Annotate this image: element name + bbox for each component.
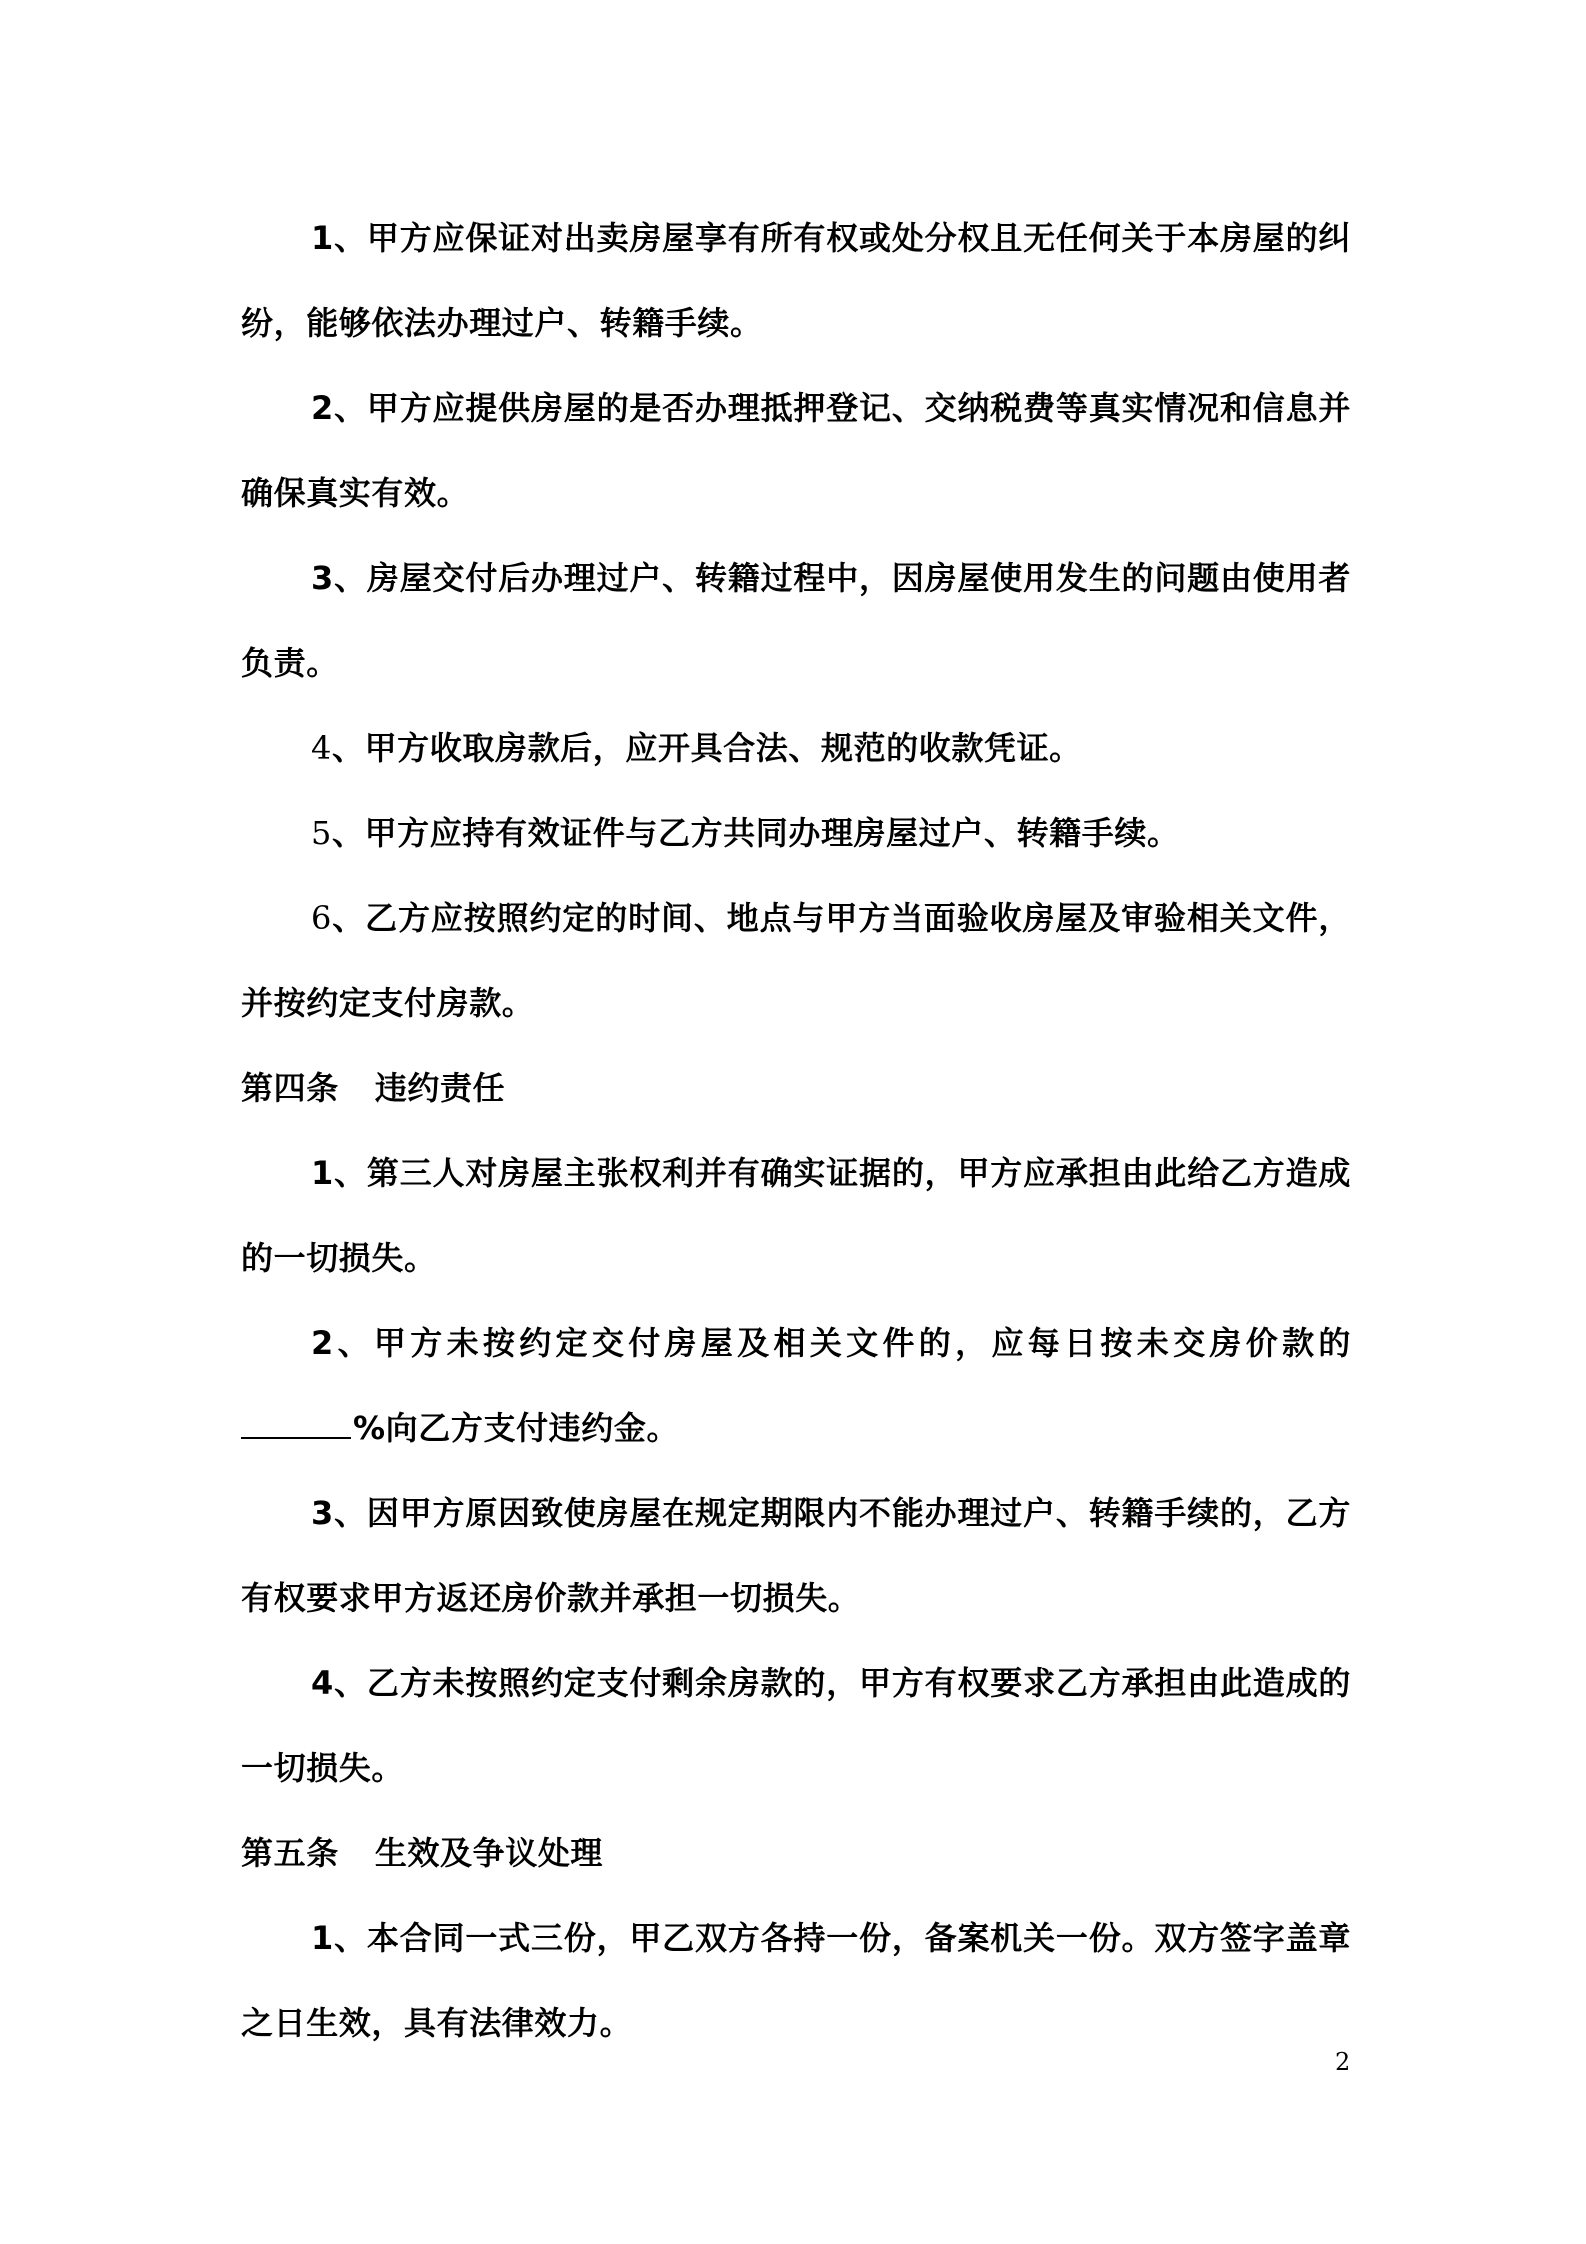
clause-text-after-blank: %向乙方支付违约金。 [353,1409,680,1447]
clause-text: 、因甲方原因致使房屋在规定期限内不能办理过户、转籍手续的，乙方有权要求甲方返还房价款并承担一切损失。 [241,1494,1351,1617]
clause-paragraph [241,1131,1351,1301]
clause-number: 2 [311,389,334,427]
fill-in-blank [241,1407,351,1439]
clause-text: 、本合同一式三份，甲乙双方各持一份，备案机关一份。双方签字盖章之日生效，具有法律效力。 [241,1919,1351,2042]
document-body [241,196,1351,2066]
clause-number: 6 [311,899,332,937]
page-number: 2 [1335,2048,1351,2076]
clause-paragraph [241,876,1351,1046]
article-label: 第四条 [241,1069,339,1107]
clause-number: 3 [311,1494,334,1532]
clause-text: 、乙方未按照约定支付剩余房款的，甲方有权要求乙方承担由此造成的一切损失。 [241,1664,1351,1787]
clause-paragraph [241,1471,1351,1641]
clause-text: 、乙方应按照约定的时间、地点与甲方当面验收房屋及审验相关文件，并按约定支付房款。 [241,899,1351,1022]
clause-number: 4 [311,1664,334,1702]
clause-paragraph [241,706,1351,791]
article-title: 违约责任 [374,1069,506,1107]
clause-paragraph [241,1896,1351,2066]
clause-text: 、第三人对房屋主张权利并有确实证据的，甲方应承担由此给乙方造成的一切损失。 [241,1154,1351,1277]
clause-number: 1 [311,1919,334,1957]
clause-number: 3 [311,559,334,597]
clause-number: 2 [311,1324,334,1362]
clause-paragraph [241,196,1351,366]
clause-text: 、甲方应保证对出卖房屋享有所有权或处分权且无任何关于本房屋的纠纷，能够依法办理过户、转籍手续。 [241,219,1351,342]
clause-number: 1 [311,219,334,257]
clause-number: 4 [311,729,332,767]
clause-text: 、甲方应提供房屋的是否办理抵押登记、交纳税费等真实情况和信息并确保真实有效。 [241,389,1351,512]
clause-paragraph [241,1301,1351,1471]
article-title: 生效及争议处理 [374,1834,604,1872]
clause-text: 、房屋交付后办理过户、转籍过程中，因房屋使用发生的问题由使用者负责。 [241,559,1351,682]
clause-paragraph [241,791,1351,876]
clause-paragraph [241,366,1351,536]
clause-text: 、甲方收取房款后，应开具合法、规范的收款凭证。 [331,729,1082,767]
clause-number: 1 [311,1154,334,1192]
clause-text: 、甲方应持有效证件与乙方共同办理房屋过户、转籍手续。 [331,814,1180,852]
clause-paragraph [241,1641,1351,1811]
clause-paragraph [241,536,1351,706]
article-heading [241,1046,1351,1131]
article-label: 第五条 [241,1834,339,1872]
clause-text: 、甲方未按约定交付房屋及相关文件的，应每日按未交房价款的 [333,1324,1351,1362]
article-heading [241,1811,1351,1896]
clause-number: 5 [311,814,332,852]
